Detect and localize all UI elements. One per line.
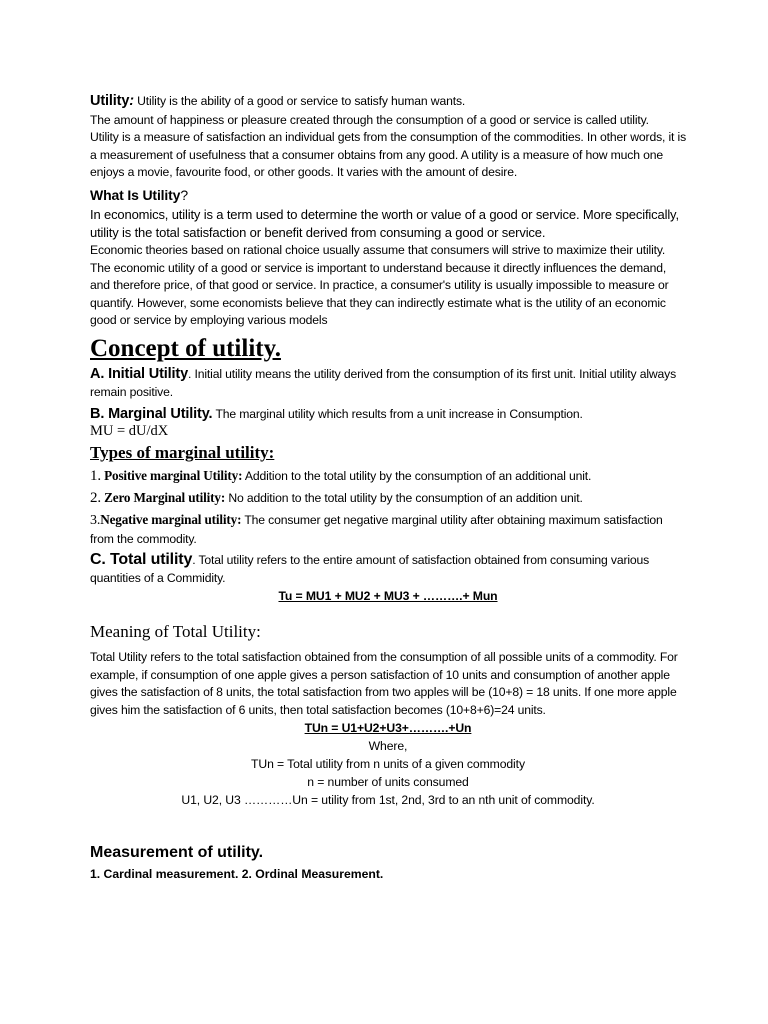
definition-tun: TUn = Total utility from n units of a given commodity bbox=[251, 757, 525, 772]
type-1-number: 1. bbox=[90, 467, 101, 484]
utility-heading: Utility bbox=[90, 93, 130, 109]
measurement-items: 1. Cardinal measurement. 2. Ordinal Measurement. bbox=[90, 867, 384, 882]
what-is-utility-lead: In economics, utility is a term used to determine the worth or value of a good or service. More specifically, utility is the total satisfaction or benefit derived from consuming a good or service. bbox=[90, 206, 679, 240]
total-utility-label: C. Total utility bbox=[90, 550, 193, 568]
type-2-text: No addition to the total utility by the consumption of an addition unit. bbox=[225, 490, 583, 505]
tun-formula bbox=[90, 719, 686, 737]
type-1-label: Positive marginal Utility: bbox=[100, 467, 243, 483]
type-2-number: 2. bbox=[90, 489, 101, 506]
what-is-utility-body: Economic theories based on rational choice usually assume that consumers will strive to maximize their utility. The economic utility of a good or service is important to understand because it directly influences the demand, and therefore price, of that good or service. In practice, a consumer's utility is usually impossible to measure or quantify. However, some economists believe that they can indirectly estimate what is the utility of an economic good or service by employing various models bbox=[90, 242, 669, 328]
tu-formula-text: Tu = MU1 + MU2 + MU3 + ……….+ Mun bbox=[278, 588, 498, 603]
mu-formula: MU = dU/dX bbox=[90, 422, 169, 439]
utility-definition bbox=[90, 93, 686, 111]
type-item-zero bbox=[90, 489, 686, 507]
utility-heading-colon: : bbox=[129, 93, 134, 109]
meaning-heading: Meaning of Total Utility: bbox=[90, 621, 261, 641]
what-is-utility-heading-line bbox=[90, 185, 686, 206]
initial-utility bbox=[90, 365, 686, 401]
what-is-utility-heading: What Is Utility bbox=[90, 186, 181, 203]
definition-n: n = number of units consumed bbox=[307, 775, 469, 790]
type-2-label: Zero Marginal utility: bbox=[100, 489, 226, 505]
utility-paragraph-2: The amount of happiness or pleasure created through the consumption of a good or service is called utility. bbox=[90, 112, 649, 127]
utility-paragraph-3: Utility is a measure of satisfaction an individual gets from the consumption of the commodities. In other words, it is a measurement of usefulness that a consumer obtains from any good. A utility is a measure of how much one enjoys a movie, favourite food, or other goods. It varies with the amount of desire. bbox=[90, 130, 687, 180]
utility-def-1: Utility is the ability of a good or service to satisfy human wants. bbox=[133, 94, 466, 108]
marginal-utility-text: The marginal utility which results from a unit increase in Consumption. bbox=[212, 406, 583, 421]
types-heading: Types of marginal utility: bbox=[90, 442, 275, 462]
initial-utility-label: A. Initial Utility bbox=[90, 365, 189, 382]
type-item-positive bbox=[90, 467, 686, 485]
marginal-utility-label: B. Marginal Utility. bbox=[90, 405, 213, 422]
measurement-heading: Measurement of utility. bbox=[90, 844, 264, 862]
tu-formula bbox=[90, 587, 686, 605]
type-3-text: The consumer get negative marginal utility after obtaining maximum satisfaction from the commodity. bbox=[90, 512, 663, 546]
type-3-label: Negative marginal utility: bbox=[100, 511, 242, 527]
tun-formula-text: TUn = U1+U2+U3+……….+Un bbox=[304, 721, 472, 736]
document-page bbox=[90, 93, 686, 883]
concept-heading: Concept of utility. bbox=[90, 334, 281, 362]
total-utility-text: . Total utility refers to the entire amount of satisfaction obtained from consuming various quantities of a Commidity. bbox=[90, 552, 650, 585]
initial-utility-text: . Initial utility means the utility derived from the consumption of its first unit. Initial utility always remain positive. bbox=[90, 366, 677, 399]
type-1-text: Addition to the total utility by the consumption of an additional unit. bbox=[242, 468, 592, 483]
type-item-negative bbox=[90, 511, 686, 548]
marginal-utility bbox=[90, 405, 686, 423]
total-utility bbox=[90, 551, 686, 587]
what-is-utility-qmark: ? bbox=[180, 186, 188, 203]
definition-u: U1, U2, U3 …………Un = utility from 1st, 2nd, 3rd to an nth unit of commodity. bbox=[181, 793, 595, 808]
where-label: Where, bbox=[368, 739, 408, 754]
type-3-number: 3. bbox=[90, 512, 101, 528]
meaning-body: Total Utility refers to the total satisfaction obtained from the consumption of all possible units of a commodity. For example, if consumption of one apple gives a person satisfaction of 10 units and consumption of another apple gives the satisfaction of 8 units, the total satisfaction from two apples will be (10+8) = 18 units. If one more apple gives him the satisfaction of 6 units, then total satisfaction becomes (10+8+6)=24 units. bbox=[90, 649, 678, 717]
